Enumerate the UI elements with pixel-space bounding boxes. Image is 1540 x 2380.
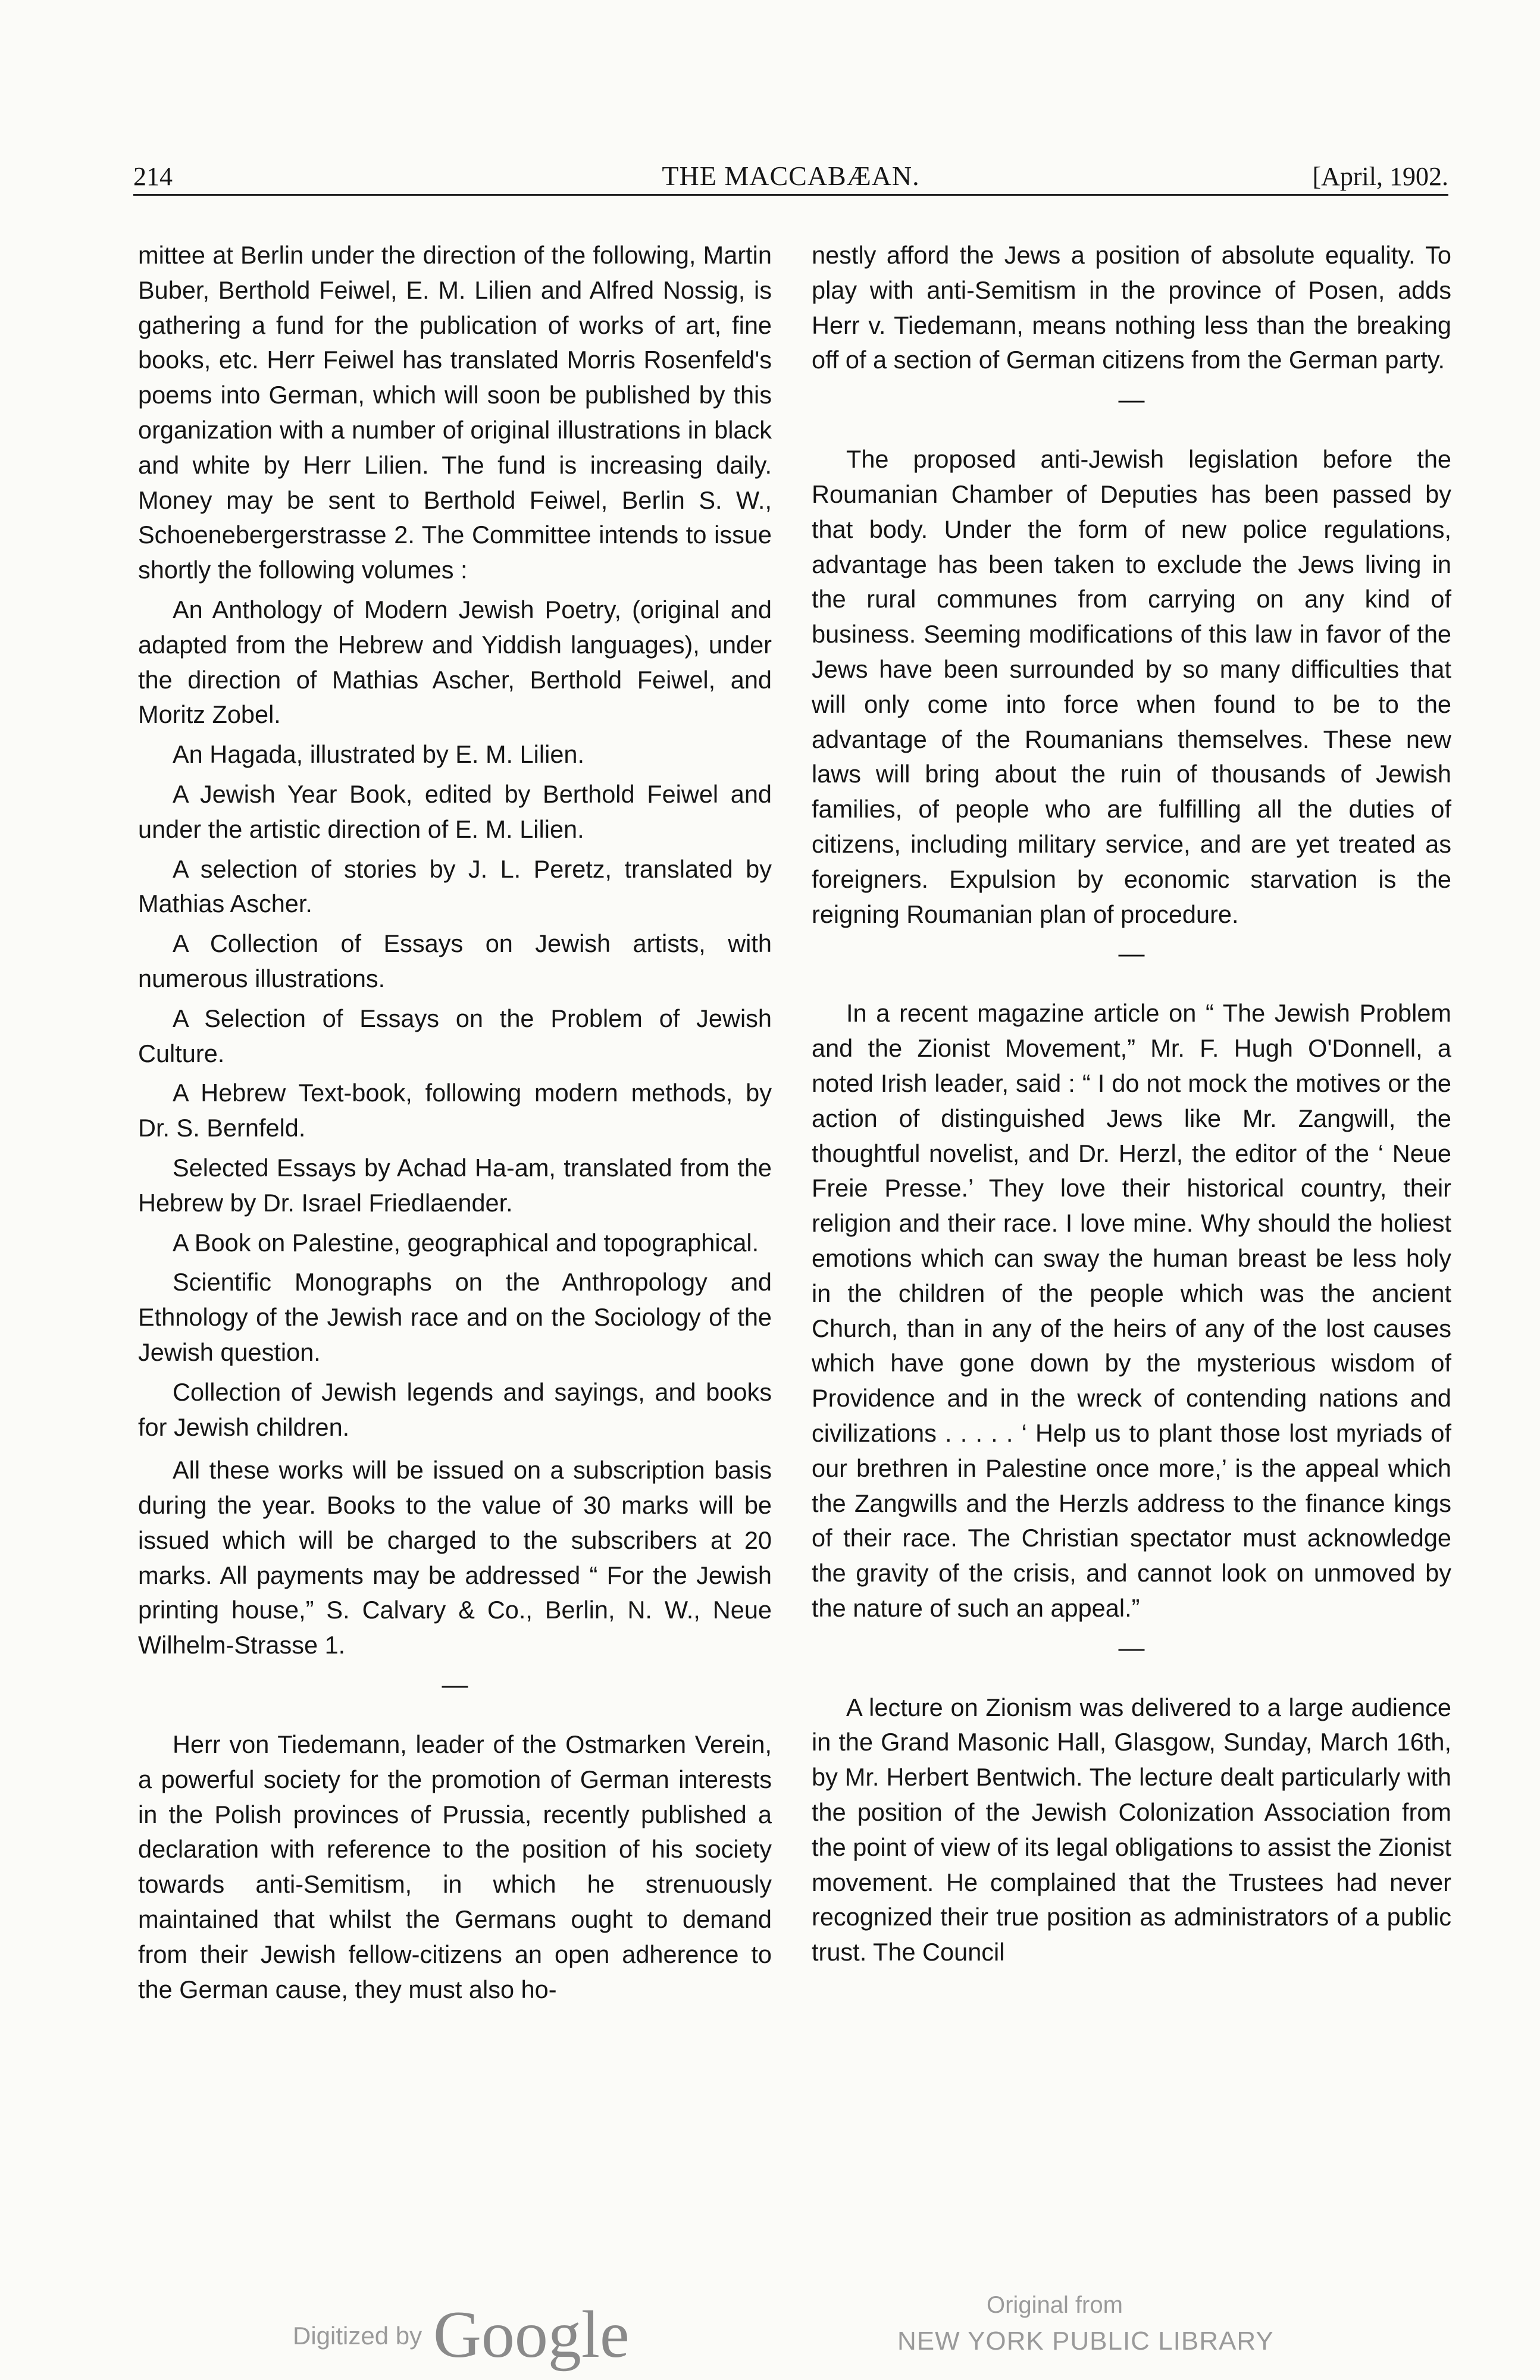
separator-dash: —: [1118, 385, 1145, 415]
separator-dash: —: [1118, 1633, 1145, 1662]
intro-paragraph: mittee at Berlin under the direction of the following, Martin Buber, Berthold Feiwel, E. M. Lilien and Alfred Nossig, is gathering a fund for the publication of works of art, fine books, etc. Herr Feiwel has translated Morris Rosenfeld's poems into German, which will soon be published by this organization with a number of original illustrations in black and white by Herr Lilien. The fund is increasing daily. Money may be sent to Berthold Feiwel, Berlin S. W., Schoenebergerstrasse 2. The Committee intends to issue shortly the following volumes :: [138, 241, 772, 584]
volume-item: A Jewish Year Book, edited by Berthold Feiwel and under the artistic direction of E. M. Lilien.: [138, 779, 772, 843]
volume-item: Selected Essays by Achad Ha-am, translated from the Hebrew by Dr. Israel Friedlaender.: [138, 1153, 772, 1217]
odonnell-paragraph: In a recent magazine article on “ The Jewish Problem and the Zionist Movement,” Mr. F. Hugh O'Donnell, a noted Irish leader, said : “ I do not mock the motives or the action of distinguished Jews like Mr. Zangwill, the thoughtful novelist, and Dr. Herzl, the editor of the ‘ Neue Freie Presse.’ They love their historical country, their religion and their race. I love mine. Why should the holiest emotions which can sway the human breast be less holy in the children of the people which was the ancient Church, than in any of the heirs of any of the lost causes which have gone down by the mysterious wisdom of Providence and in the wreck of contending nations and civilizations . . . . . ‘ Help us to plant those lost myriads of our brethren in Palestine once more,’ is the appeal which the Zangwills and the Herzls address to the finance kings of their race. The Christian spectator must acknowledge the gravity of the crisis, and cannot look on unmoved by the nature of such an appeal.”: [812, 999, 1451, 1622]
continuation-paragraph: nestly afford the Jews a position of absolute equality. To play with anti-Semitism in the province of Posen, adds Herr v. Tiedemann, means nothing less than the breaking off of a section of German citizens from the German party.: [812, 241, 1451, 374]
separator-dash: —: [442, 1670, 468, 1700]
volume-item: An Anthology of Modern Jewish Poetry, (original and adapted from the Hebrew and Yiddish languages), under the direction of Mathias Ascher, Berthold Feiwel, and Moritz Zobel.: [138, 595, 772, 729]
right-column: [812, 238, 1451, 1970]
google-logo: Google: [433, 2298, 630, 2372]
left-column: [138, 238, 772, 2007]
page-number: 214: [133, 162, 173, 191]
lecture-paragraph: A lecture on Zionism was delivered to a large audience in the Grand Masonic Hall, Glasgow, Sunday, March 16th, by Mr. Herbert Bentwich. The lecture dealt particularly with the position of the Jewish Colonization Association from the point of view of its legal obligations to assist the Zionist movement. He complained that the Trustees had never recognized their true position as administrators of a public trust. The Council: [812, 1693, 1451, 1966]
digitized-by-label: Digitized by: [293, 2322, 422, 2350]
tiedemann-paragraph: Herr von Tiedemann, leader of the Ostmarken Verein, a powerful society for the promotion of German interests in the Polish provinces of Prussia, recently published a declaration with reference to the position of his society towards anti-Semitism, in which he strenuously maintained that whilst the Germans ought to demand from their Jewish fellow-citizens an open adherence to the German cause, they must also ho-: [138, 1730, 772, 2003]
page-header: [133, 159, 1448, 196]
roumanian-paragraph: The proposed anti-Jewish legislation before the Roumanian Chamber of Deputies has been passed by that body. Under the form of new police regulations, advantage has been taken to exclude the Jews living in the rural communes from carrying on any kind of business. Seeming modifications of this law in favor of the Jews have been surrounded by so many difficulties that will only come into force when found to be to the advantage of the Roumanians themselves. These new laws will bring about the ruin of thousands of Jewish families, of people who are fulfilling all the duties of citizens, including military service, and are yet treated as foreigners. Expulsion by economic starvation is the reigning Roumanian plan of procedure.: [812, 445, 1451, 928]
original-from-label: Original from: [987, 2292, 1123, 2318]
volume-item: A Book on Palestine, geographical and topographical.: [173, 1228, 759, 1257]
volume-item: Collection of Jewish legends and sayings, and books for Jewish children.: [138, 1377, 772, 1441]
page-footer: [0, 2279, 1540, 2380]
journal-title: THE MACCABÆAN.: [662, 161, 920, 191]
volume-item: An Hagada, illustrated by E. M. Lilien.: [173, 740, 585, 769]
volume-item: Scientific Monographs on the Anthropology and Ethnology of the Jewish race and on the Sociology of the Jewish question.: [138, 1268, 772, 1366]
separator-dash: —: [1118, 939, 1145, 969]
volume-item: A Selection of Essays on the Problem of Jewish Culture.: [138, 1004, 772, 1067]
volume-item: A selection of stories by J. L. Peretz, translated by Mathias Ascher.: [138, 854, 772, 918]
volume-item: A Hebrew Text-book, following modern methods, by Dr. S. Bernfeld.: [138, 1079, 772, 1142]
volume-item: A Collection of Essays on Jewish artists, with numerous illustrations.: [138, 929, 772, 992]
subscription-paragraph: All these works will be issued on a subscription basis during the year. Books to the value of 30 marks will be issued which will be charged to the subscribers at 20 marks. All payments may be addressed “ For the Jewish printing house,” S. Calvary & Co., Berlin, N. W., Neue Wilhelm-Strasse 1.: [138, 1456, 772, 1659]
library-name: NEW YORK PUBLIC LIBRARY: [897, 2326, 1274, 2356]
issue-date: [April, 1902.: [1312, 162, 1448, 191]
